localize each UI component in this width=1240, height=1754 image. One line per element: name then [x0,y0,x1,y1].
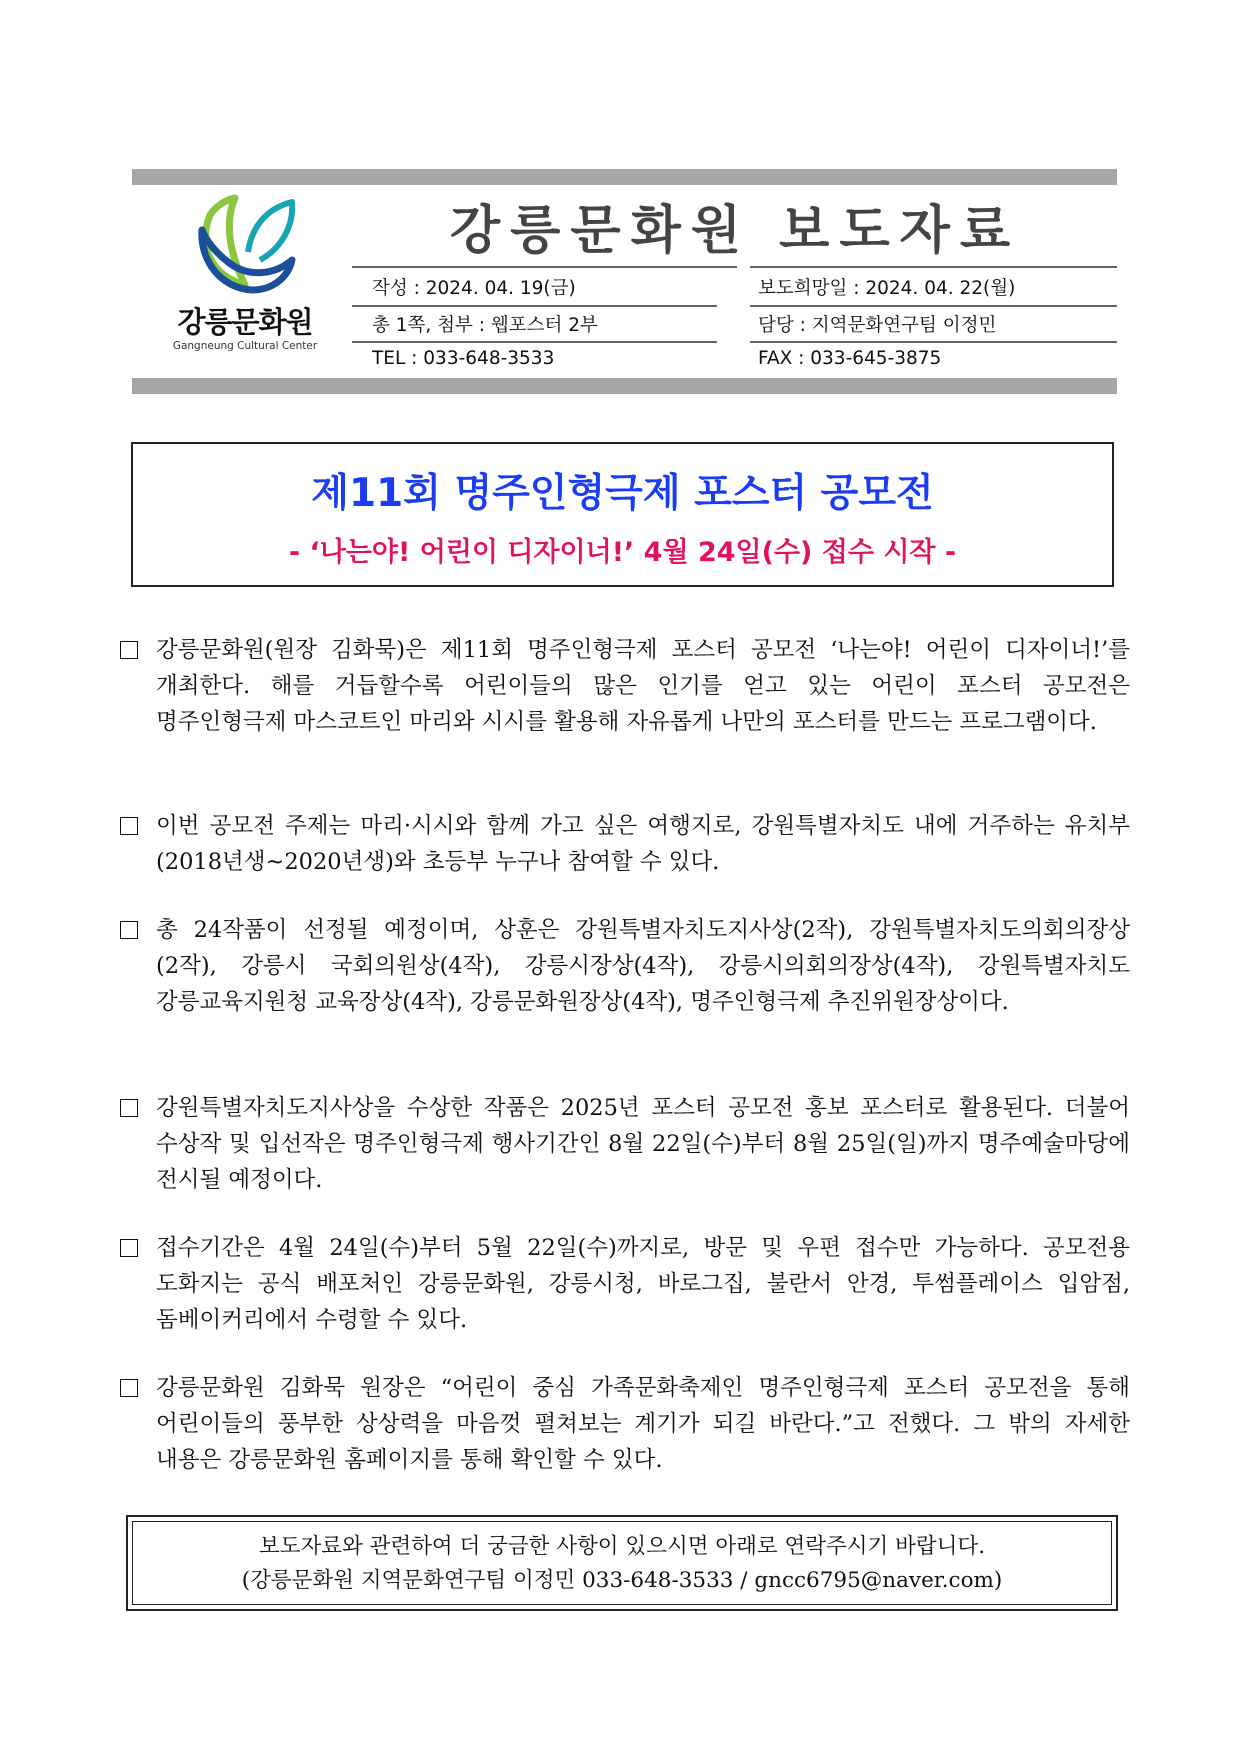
meta-release-date: 보도희망일 : 2024. 04. 22(월) [758,278,1016,299]
header-bottom-bar [132,378,1117,394]
checkbox-square-icon [120,641,138,659]
meta-contact-person: 담당 : 지역문화연구팀 이정민 [758,315,997,336]
meta-fax: FAX : 033-645-3875 [758,348,942,369]
paragraph: 접수기간은 4월 24일(수)부터 5월 22일(수)까지로, 방문 및 우편 접수만 가능하다. 공모전용 도화지는 공식 배포처인 강릉문화원, 강릉시청, 바로그집, 불란서 안경, 투썸플레이스 입암점, 돔베이커리에서 수령할 수 있다. [120,1230,1130,1338]
meta-divider [352,341,717,343]
meta-divider [750,266,1117,268]
logo-subtitle: Gangneung Cultural Center [172,340,318,352]
checkbox-square-icon [120,921,138,939]
meta-pages: 총 1쪽, 첨부 : 웹포스터 2부 [372,315,598,336]
checkbox-square-icon [120,817,138,835]
header-top-bar [132,169,1117,185]
checkbox-square-icon [120,1099,138,1117]
logo [150,190,340,365]
contact-box [126,1515,1118,1611]
checkbox-square-icon [120,1379,138,1397]
checkbox-square-icon [120,1239,138,1257]
paragraph: 이번 공모전 주제는 마리·시시와 함께 가고 싶은 여행지로, 강원특별자치도 내에 거주하는 유치부(2018년생~2020년생)와 초등부 누구나 참여할 수 있다. [120,808,1130,880]
paragraph: 강릉문화원 김화묵 원장은 “어린이 중심 가족문화축제인 명주인형극제 포스터 공모전을 통해 어린이들의 풍부한 상상력을 마음껏 펼쳐보는 계기가 되길 바란다.”고 전했다. 그 밖의 자세한 내용은 강릉문화원 홈페이지를 통해 확인할 수 있다. [120,1370,1130,1478]
meta-divider [352,305,717,307]
meta-divider [352,266,737,268]
paragraph: 강원특별자치도지사상을 수상한 작품은 2025년 포스터 공모전 홍보 포스터로 활용된다. 더불어 수상작 및 입선작은 명주인형극제 행사기간인 8월 22일(수)부터 8월 25일(일)까지 명주예술마당에 전시될 예정이다. [120,1090,1130,1198]
document-title: 강릉문화원 보도자료 [449,201,1021,261]
leaf-logo-icon [190,190,300,300]
subheadline: - ‘나는야! 어린이 디자이너!’ 4월 24일(수) 접수 시작 - [288,537,957,568]
headline: 제11회 명주인형극제 포스터 공모전 [311,471,934,516]
paragraph: 강릉문화원(원장 김화묵)은 제11회 명주인형극제 포스터 공모전 ‘나는야! 어린이 디자이너!’를 개최한다. 해를 거듭할수록 어린이들의 많은 인기를 얻고 있는 어린이 포스터 공모전은 명주인형극제 마스코트인 마리와 시시를 활용해 자유롭게 나만의 포스터를 만드는 프로그램이다. [120,632,1130,740]
paragraph: 총 24작품이 선정될 예정이며, 상훈은 강원특별자치도지사상(2작), 강원특별자치도의회의장상(2작), 강릉시 국회의원상(4작), 강릉시장상(4작), 강릉시의회의장상(4작), 강원특별자치도 강릉교육지원청 교육장상(4작), 강릉문화원장상(4작), 명주인형극제 추진위원장상이다. [120,912,1130,1020]
meta-divider [750,341,1117,343]
logo-name: 강릉문화원 [177,305,313,339]
contact-details: (강릉문화원 지역문화연구팀 이정민 033-648-3533 / gncc6795@naver.com) [241,1568,1003,1593]
meta-written-date: 작성 : 2024. 04. 19(금) [372,278,576,299]
contact-box-inner [132,1521,1112,1605]
meta-tel: TEL : 033-648-3533 [372,348,555,369]
contact-note: 보도자료와 관련하여 더 궁금한 사항이 있으시면 아래로 연락주시기 바랍니다. [258,1534,986,1559]
headline-box [131,442,1114,587]
meta-divider [750,305,1117,307]
